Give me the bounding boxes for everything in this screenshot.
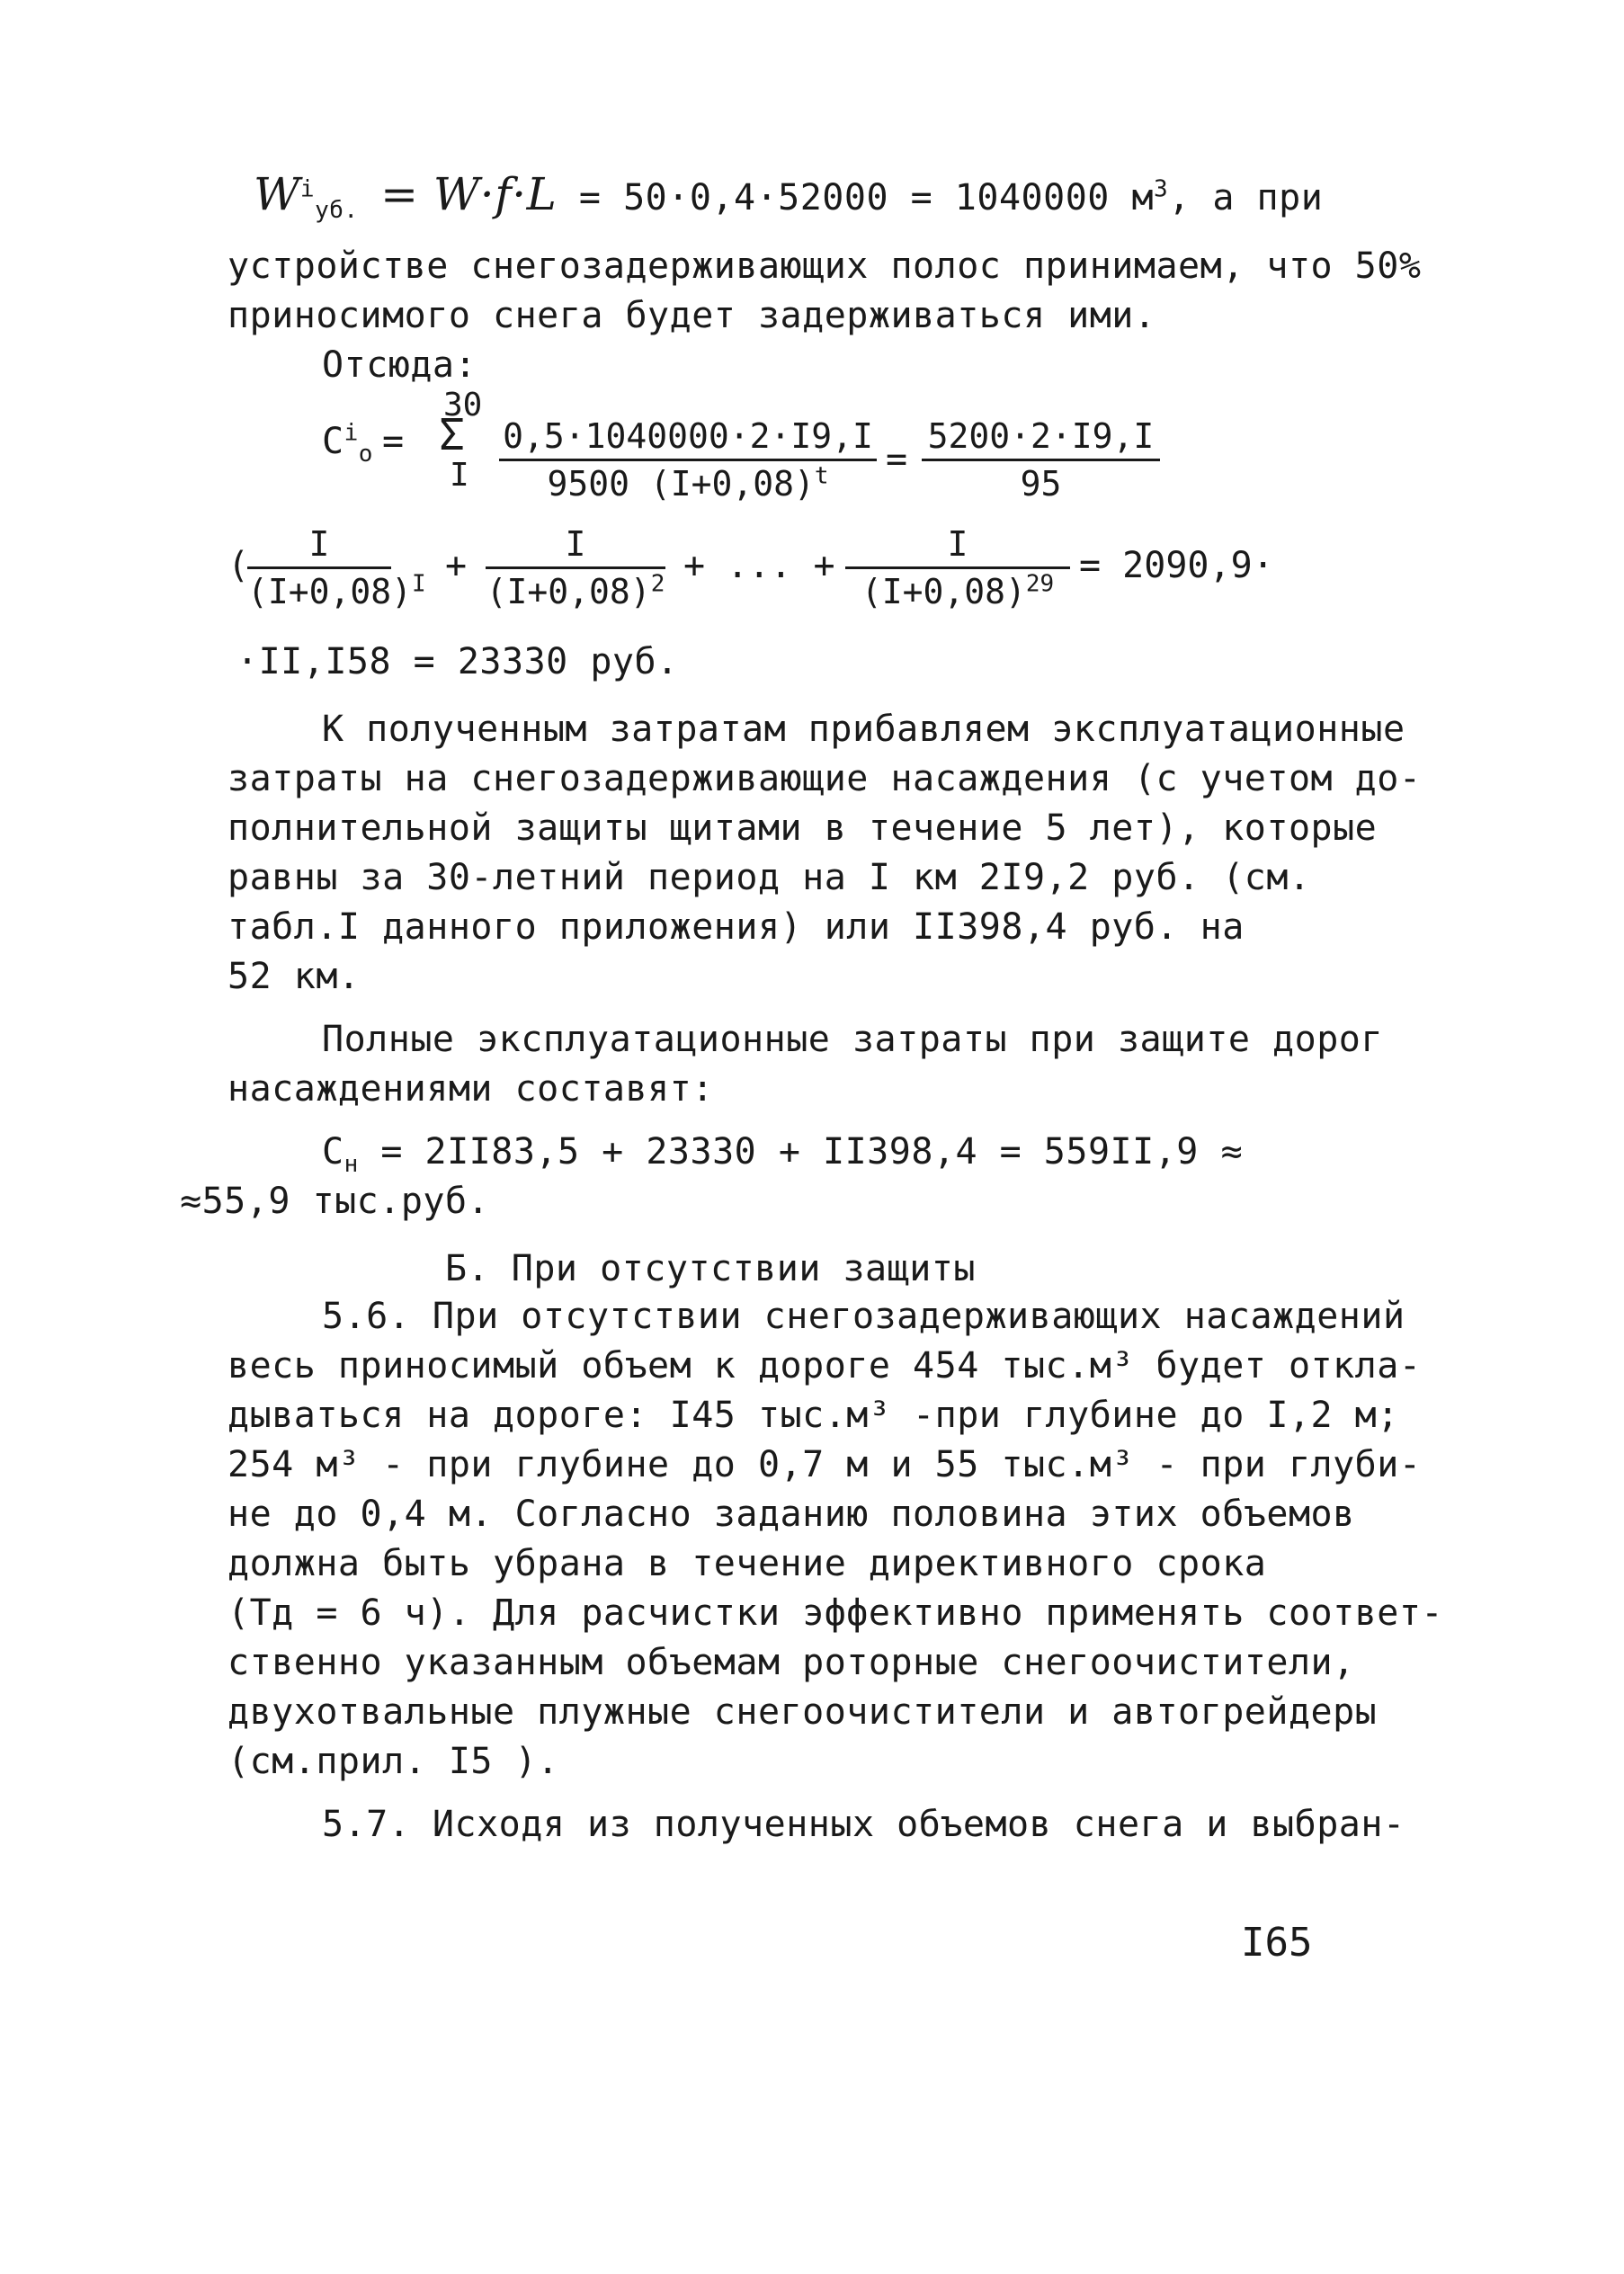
fraction-denominator: 95 xyxy=(1020,464,1062,504)
w-tail: , а при xyxy=(1168,177,1324,218)
paragraph-line: 52 км. xyxy=(228,956,361,997)
fraction-term-1: $\frac{I}{(I+0,08)^I}$ xyxy=(247,522,391,614)
sum-icon: Σ xyxy=(439,410,465,460)
equals-sign-2: = xyxy=(886,439,908,480)
w-formula: = W·f·L xyxy=(380,168,558,220)
sum-bottom-label: I xyxy=(450,457,469,494)
paragraph-line: насаждениями составят: xyxy=(228,1068,714,1110)
fraction-simplified xyxy=(922,414,1160,506)
paragraph-line: дываться на дороге: I45 тыс.м³ -при глубине до I,2 м; xyxy=(228,1395,1399,1436)
paragraph-line: 254 м³ - при глубине до 0,7 м и 55 тыс.м³ - при глуби- xyxy=(228,1444,1422,1485)
paragraph-line: полнительной защиты щитами в течение 5 лет), которые xyxy=(228,807,1378,849)
paragraph-line: приносимого снега будет задерживаться ими. xyxy=(228,295,1156,336)
open-paren: ( xyxy=(228,545,250,586)
fraction-numerator: 0,5·1040000·2·I9,I xyxy=(499,414,877,461)
ellipsis-sum: + ... + xyxy=(683,545,835,586)
sum-top-label: 30 xyxy=(443,387,483,424)
sum-result: = 2090,9· xyxy=(1079,545,1274,586)
paragraph-line: затраты на снегозадерживающие насаждения (с учетом до- xyxy=(228,758,1422,799)
fraction-numerator: 5200·2·I9,I xyxy=(922,414,1160,461)
otsyuda-label: Отсюда: xyxy=(322,344,477,386)
fraction-term-2: $\frac{I}{(I+0,08)^2}$ xyxy=(486,522,665,614)
paragraph-line: равны за 30-летний период на I км 2I9,2 руб. (см. xyxy=(228,857,1311,898)
paragraph-line: (Тд = 6 ч). Для расчистки эффективно применять соответ- xyxy=(228,1592,1444,1634)
paragraph-line: К полученным затратам прибавляем эксплуатационные xyxy=(322,709,1405,750)
w-value: = 50·0,4·52000 = 1040000 м xyxy=(578,177,1155,218)
w-symbol: W xyxy=(254,168,300,220)
paragraph-line: должна быть убрана в течение директивного срока xyxy=(228,1543,1267,1584)
section-heading: Б. При отсутствии защиты xyxy=(445,1248,976,1289)
fraction-denominator: 9500 $(I+0,08)^t$ xyxy=(547,462,829,504)
paragraph-line: весь приносимый объем к дороге 454 тыс.м³ будет откла- xyxy=(228,1345,1422,1387)
cubic-superscript: 3 xyxy=(1154,175,1169,203)
paragraph-line: 5.7. Исходя из полученных объемов снега и выбран- xyxy=(322,1804,1405,1845)
paragraph-line: (см.прил. I5 ). xyxy=(228,1741,559,1782)
w-subscript: уб. xyxy=(315,197,359,224)
paragraph-line: ственно указанным объемам роторные снегоочистители, xyxy=(228,1642,1355,1683)
paragraph-line: не до 0,4 м. Согласно заданию половина этих объемов xyxy=(228,1494,1355,1535)
plus-sign: + xyxy=(445,545,468,586)
equation-continuation: ·II,I58 = 23330 руб. xyxy=(236,641,679,682)
equation-cn: $C_н = 2II83,5 + 23330 + II398,4 = 559II,9$ ≈ xyxy=(322,1131,1244,1178)
paragraph-line: Полные эксплуатационные затраты при защите дорог xyxy=(322,1019,1383,1060)
paragraph-line: двухотвальные плужные снегоочистители и автогрейдеры xyxy=(228,1691,1378,1733)
paragraph-line: устройстве снегозадерживающих полос принимаем, что 50% xyxy=(228,245,1422,287)
fraction-term-29: $\frac{I}{(I+0,08)^{29}}$ xyxy=(845,522,1070,614)
paragraph-line: 5.6. При отсутствии снегозадерживающих насаждений xyxy=(322,1296,1405,1337)
equation-cn-continuation: ≈55,9 тыс.руб. xyxy=(180,1181,490,1222)
equals-sign: = xyxy=(382,421,405,462)
equation-w-ub xyxy=(254,168,1324,224)
w-superscript: i xyxy=(299,175,316,203)
paragraph-line: табл.I данного приложения) или II398,4 руб. на xyxy=(228,906,1245,948)
fraction-main xyxy=(499,414,877,506)
page-number: I65 xyxy=(1241,1920,1313,1966)
c0-symbol: $C^i_o$ xyxy=(322,419,373,468)
